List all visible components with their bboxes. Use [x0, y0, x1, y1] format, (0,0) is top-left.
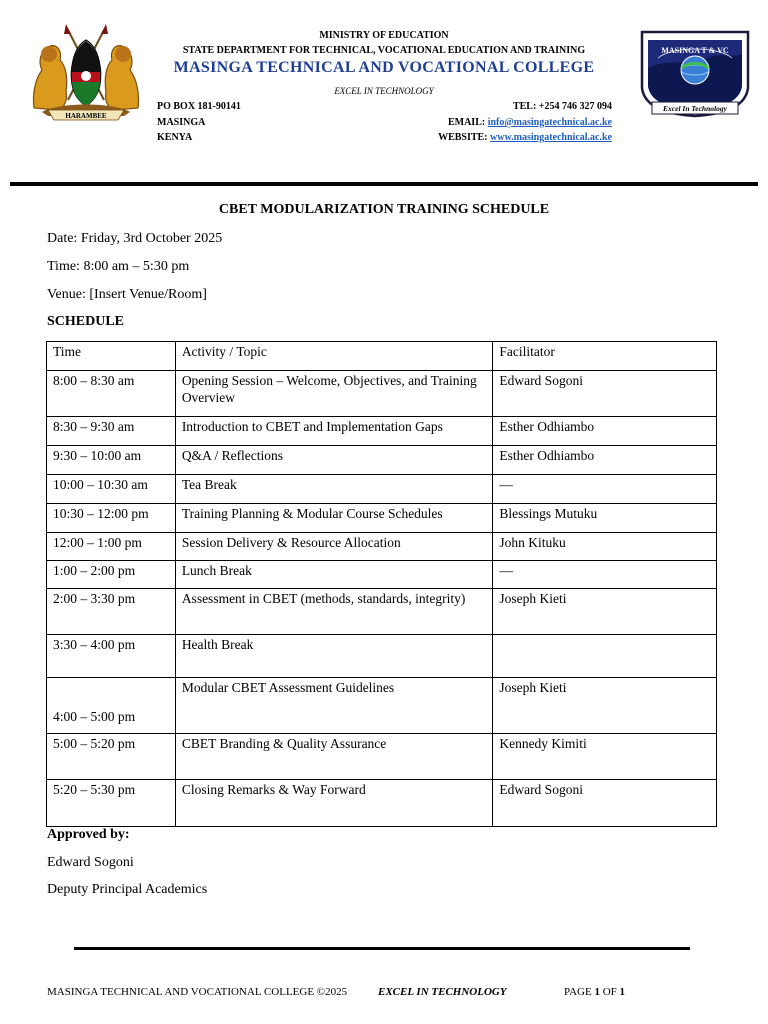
- ministry-name: MINISTRY OF EDUCATION: [319, 30, 449, 41]
- row-time: 5:00 – 5:20 pm: [47, 734, 176, 780]
- row-facilitator: —: [493, 561, 717, 589]
- footer-page-number: [564, 986, 625, 998]
- table-row: [47, 635, 717, 678]
- state-department-name: STATE DEPARTMENT FOR TECHNICAL, VOCATIONAL EDUCATION AND TRAINING: [182, 45, 586, 56]
- approved-by-label: Approved by:: [47, 827, 130, 842]
- event-venue: Venue: [Insert Venue/Room]: [47, 287, 207, 302]
- telephone: TEL: +254 746 327 094: [512, 101, 612, 112]
- row-facilitator: Esther Odhiambo: [493, 417, 717, 446]
- college-motto: EXCEL IN TECHNOLOGY: [334, 86, 434, 96]
- row-activity: Closing Remarks & Way Forward: [175, 780, 493, 827]
- row-time: 4:00 – 5:00 pm: [47, 678, 176, 734]
- schedule-table: [46, 341, 717, 827]
- website-label: WEBSITE:: [438, 132, 488, 143]
- table-header-row: [47, 342, 717, 371]
- email-link[interactable]: info@masingatechnical.ac.ke: [487, 117, 612, 128]
- row-time: 3:30 – 4:00 pm: [47, 635, 176, 678]
- table-row: [47, 504, 717, 533]
- document-title: CBET MODULARIZATION TRAINING SCHEDULE: [218, 202, 550, 217]
- table-row: [47, 417, 717, 446]
- row-time: 5:20 – 5:30 pm: [47, 780, 176, 827]
- row-activity: Session Delivery & Resource Allocation: [175, 533, 493, 561]
- page-prefix: PAGE: [564, 986, 595, 998]
- table-row: [47, 734, 717, 780]
- row-activity: Training Planning & Modular Course Schedules: [175, 504, 493, 533]
- header-facilitator: Facilitator: [493, 342, 717, 371]
- header-divider: [10, 182, 758, 186]
- row-facilitator: Kennedy Kimiti: [493, 734, 717, 780]
- website-link[interactable]: www.masingatechnical.ac.ke: [490, 132, 612, 143]
- address-town: MASINGA: [157, 117, 206, 128]
- row-time: 8:00 – 8:30 am: [47, 371, 176, 417]
- header-time: Time: [47, 342, 176, 371]
- page-current: 1: [594, 986, 600, 998]
- row-time: 2:00 – 3:30 pm: [47, 589, 176, 635]
- row-time: 1:00 – 2:00 pm: [47, 561, 176, 589]
- email-line: [448, 117, 612, 128]
- table-row: [47, 446, 717, 475]
- row-activity: Q&A / Reflections: [175, 446, 493, 475]
- row-activity: Lunch Break: [175, 561, 493, 589]
- row-time: 8:30 – 9:30 am: [47, 417, 176, 446]
- page-of: OF: [599, 986, 620, 998]
- table-row: [47, 780, 717, 827]
- footer-divider: [74, 947, 690, 950]
- table-row: [47, 678, 717, 734]
- table-row: [47, 371, 717, 417]
- row-activity: Assessment in CBET (methods, standards, integrity): [175, 589, 493, 635]
- event-date: Date: Friday, 3rd October 2025: [47, 231, 223, 246]
- address-po-box: PO BOX 181-90141: [157, 101, 241, 112]
- row-facilitator: Edward Sogoni: [493, 371, 717, 417]
- row-activity: Health Break: [175, 635, 493, 678]
- row-activity: Tea Break: [175, 475, 493, 504]
- svg-text:HARAMBEE: HARAMBEE: [65, 112, 107, 120]
- row-facilitator: —: [493, 475, 717, 504]
- row-activity: Opening Session – Welcome, Objectives, and Training Overview: [175, 371, 493, 417]
- college-logo-icon: [638, 28, 752, 120]
- svg-text:MASINGA T & VC: MASINGA T & VC: [661, 46, 729, 55]
- website-line: [438, 132, 612, 143]
- row-facilitator: [493, 635, 717, 678]
- row-facilitator: Joseph Kieti: [493, 589, 717, 635]
- row-facilitator: Edward Sogoni: [493, 780, 717, 827]
- email-label: EMAIL:: [447, 117, 486, 128]
- row-activity: Modular CBET Assessment Guidelines: [175, 678, 493, 734]
- table-row: [47, 475, 717, 504]
- svg-text:Excel In Technology: Excel In Technology: [663, 104, 727, 113]
- header-activity: Activity / Topic: [175, 342, 493, 371]
- row-activity: Introduction to CBET and Implementation Gaps: [175, 417, 493, 446]
- row-time: 10:00 – 10:30 am: [47, 475, 176, 504]
- address-country: KENYA: [157, 132, 193, 143]
- event-time: Time: 8:00 am – 5:30 pm: [47, 259, 190, 274]
- table-row: [47, 561, 717, 589]
- row-time: 9:30 – 10:00 am: [47, 446, 176, 475]
- table-row: [47, 589, 717, 635]
- footer-college: MASINGA TECHNICAL AND VOCATIONAL COLLEGE ©2025: [47, 986, 348, 998]
- approver-role: Deputy Principal Academics: [47, 882, 208, 897]
- table-row: [47, 533, 717, 561]
- row-time: 12:00 – 1:00 pm: [47, 533, 176, 561]
- page-total: 1: [619, 986, 626, 998]
- row-facilitator: Blessings Mutuku: [493, 504, 717, 533]
- row-facilitator: Joseph Kieti: [493, 678, 717, 734]
- row-time: 10:30 – 12:00 pm: [47, 504, 176, 533]
- approver-name: Edward Sogoni: [47, 855, 134, 870]
- row-facilitator: Esther Odhiambo: [493, 446, 717, 475]
- row-activity: CBET Branding & Quality Assurance: [175, 734, 493, 780]
- college-name: MASINGA TECHNICAL AND VOCATIONAL COLLEGE: [173, 59, 595, 76]
- footer-motto: EXCEL IN TECHNOLOGY: [378, 986, 507, 998]
- row-facilitator: John Kituku: [493, 533, 717, 561]
- schedule-heading: SCHEDULE: [47, 314, 125, 329]
